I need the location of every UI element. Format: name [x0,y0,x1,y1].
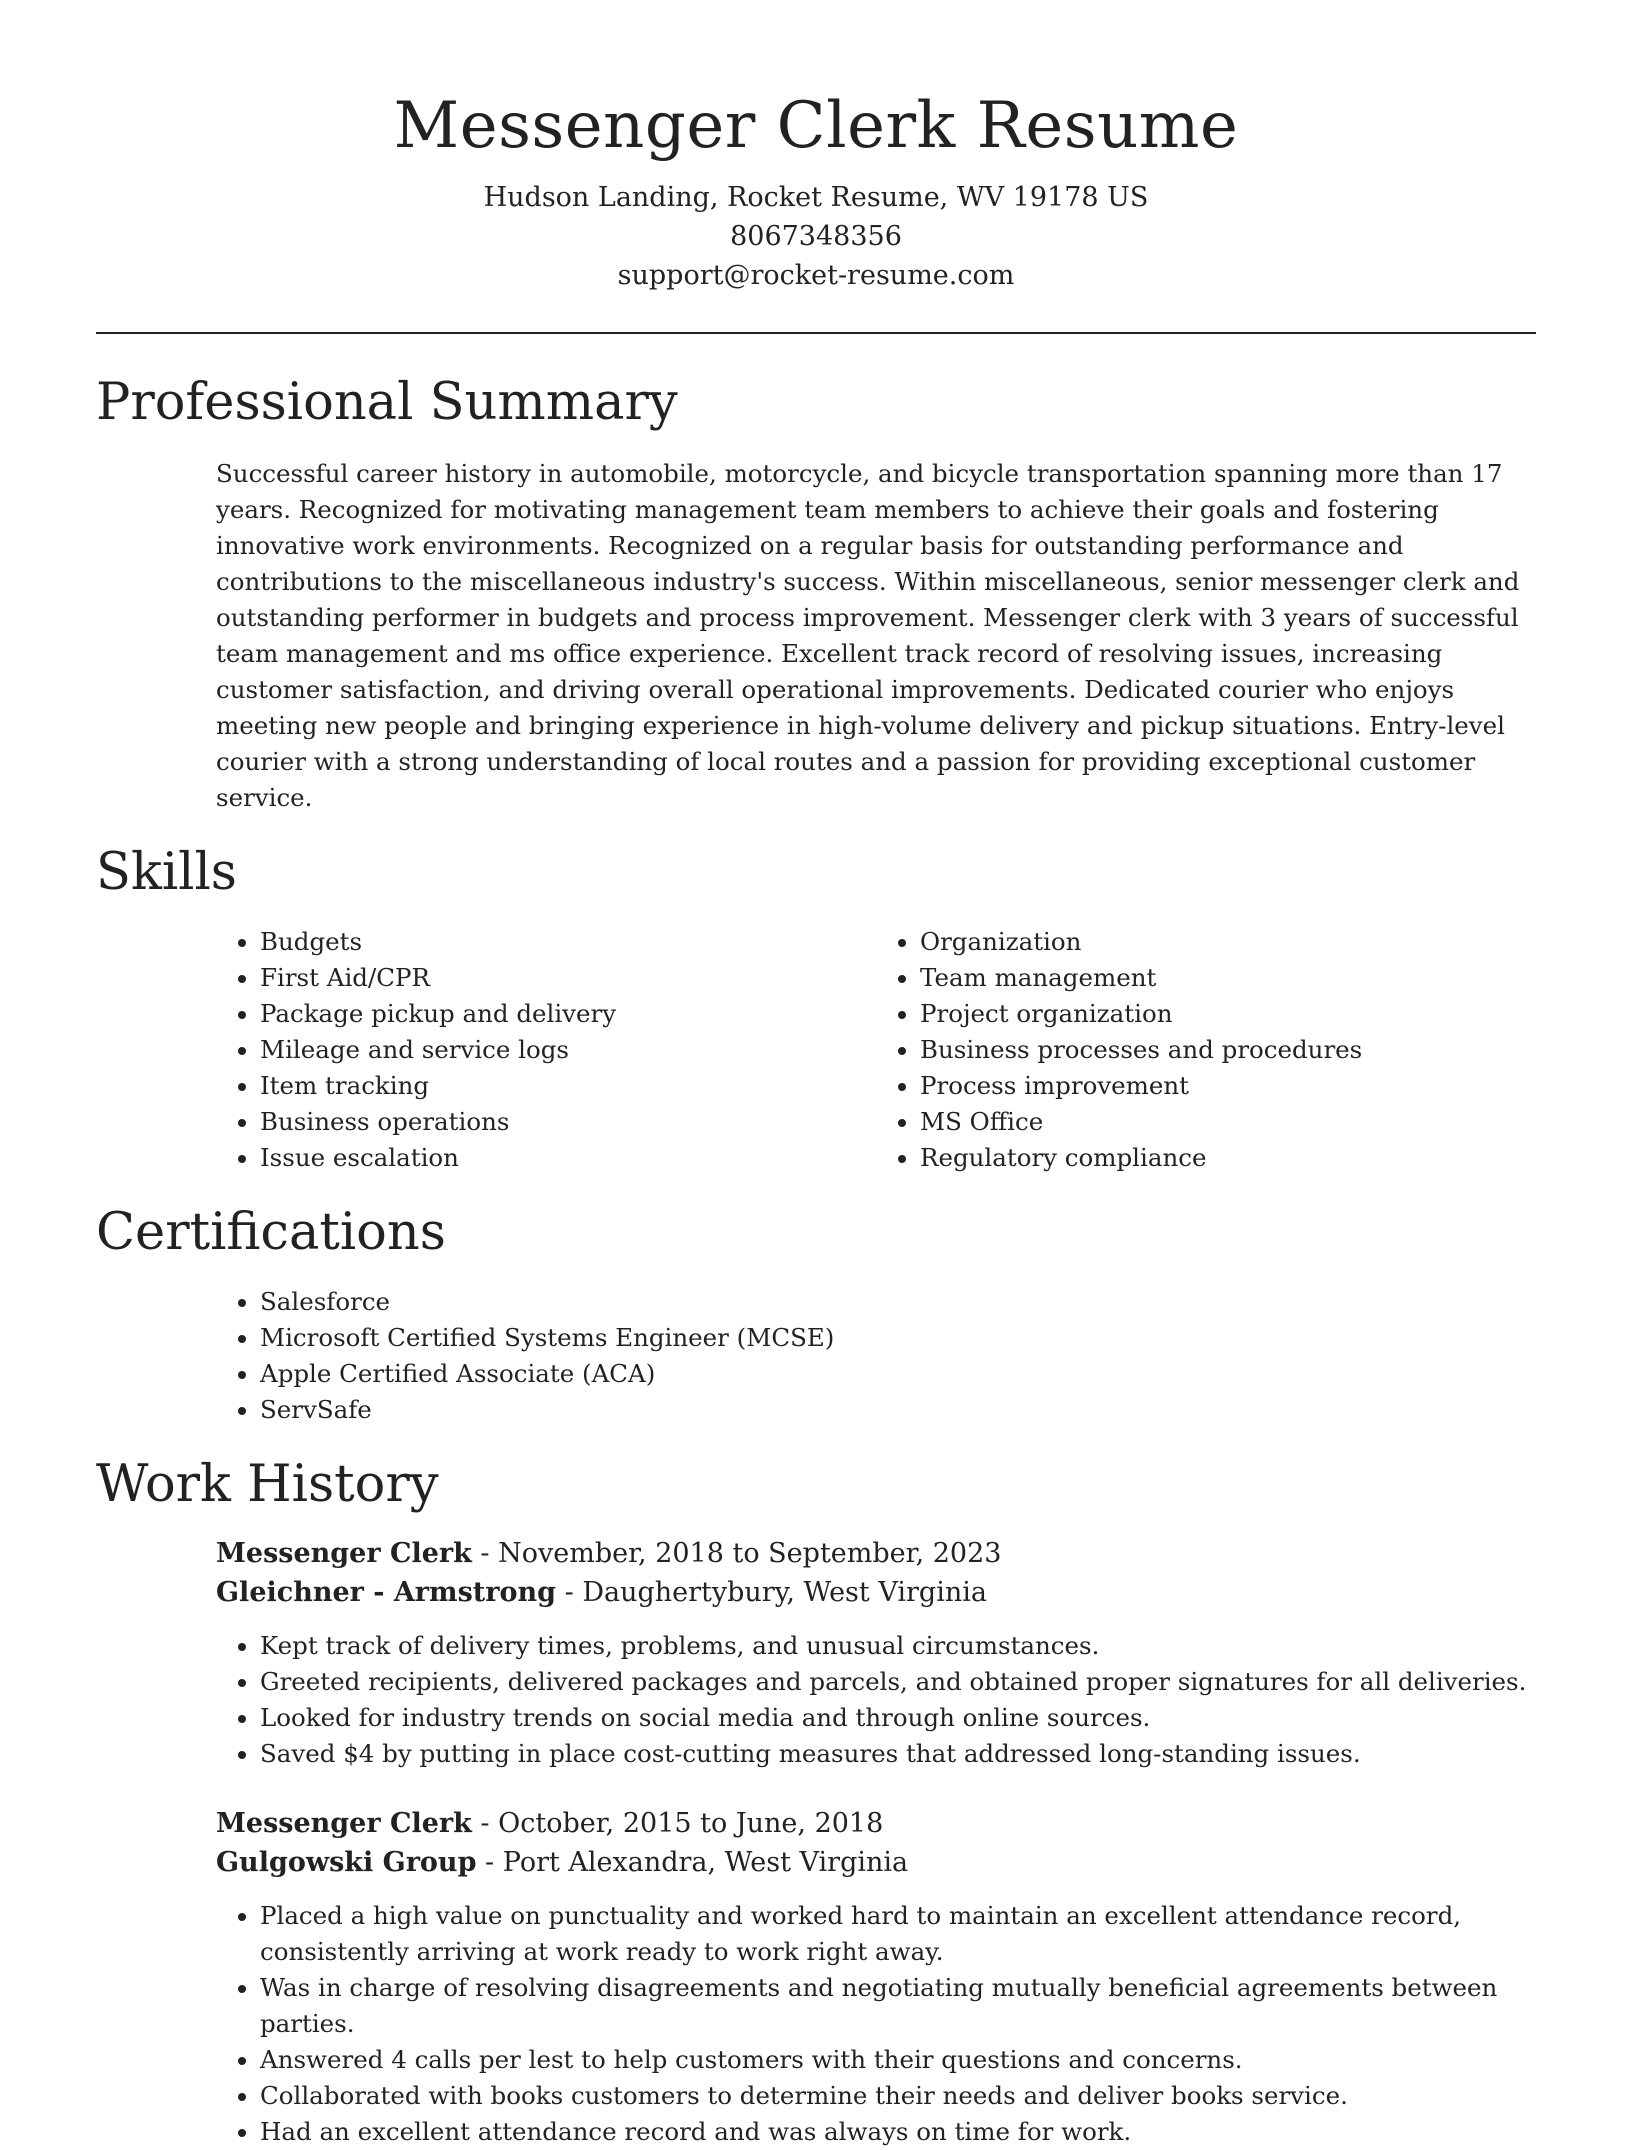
job-duty: • Saved $4 by putting in place cost-cutting measures that addressed long-standing issues. [260,1736,1536,1772]
contact-address: Hudson Landing, Rocket Resume, WV 19178 US [483,182,1149,213]
job-company-line [216,1573,1536,1612]
job-company: Gulgowski Group [216,1847,477,1878]
job-duty: • Kept track of delivery times, problems, and unusual circumstances. [260,1628,1536,1664]
job-entry [216,1804,1536,2150]
skill-item: • Item tracking [260,1068,876,1104]
summary-section [96,372,1536,816]
certification-item: • Salesforce [260,1284,1536,1320]
header-divider [96,332,1536,334]
skill-item: • Mileage and service logs [260,1032,876,1068]
skill-item: • Issue escalation [260,1140,876,1176]
skill-item: • MS Office [920,1104,1536,1140]
job-location: - Daughertybury, West Virginia [556,1577,987,1608]
job-duty: • Was in charge of resolving disagreements and negotiating mutually beneficial agreements between parties. [260,1970,1536,2042]
job-entry [216,1534,1536,1772]
resume-page [96,0,1536,2150]
job-dates: - October, 2015 to June, 2018 [471,1808,884,1839]
contact-block [96,178,1536,295]
skill-item: • Budgets [260,924,876,960]
job-duty: • Answered 4 calls per lest to help customers with their questions and concerns. [260,2042,1536,2078]
job-title-line [216,1804,1536,1843]
job-duty: • Placed a high value on punctuality and worked hard to maintain an excellent attendance record, consistently arriving at work ready to work right away. [260,1898,1536,1970]
job-duties-list [216,1628,1536,1772]
certifications-section [96,1202,1536,1428]
job-duty: • Looked for industry trends on social media and through online sources. [260,1700,1536,1736]
skill-item: • Business processes and procedures [920,1032,1536,1068]
job-title-line [216,1534,1536,1573]
job-dates: - November, 2018 to September, 2023 [471,1538,1002,1569]
skills-section [96,842,1536,1176]
job-company-line [216,1843,1536,1882]
skills-list-left [216,924,876,1176]
skills-columns [216,924,1536,1176]
skill-item: • First Aid/CPR [260,960,876,996]
contact-email: support@rocket-resume.com [617,260,1015,291]
certification-item: • ServSafe [260,1392,1536,1428]
job-duties-list [216,1898,1536,2150]
job-location: - Port Alexandra, West Virginia [476,1847,909,1878]
skill-item: • Package pickup and delivery [260,996,876,1032]
skill-item: • Team management [920,960,1536,996]
contact-phone: 8067348356 [730,221,902,252]
job-duty: • Collaborated with books customers to determine their needs and deliver books service. [260,2078,1536,2114]
work-history-section [96,1454,1536,2150]
certification-item: • Microsoft Certified Systems Engineer (MCSE) [260,1320,1536,1356]
certifications-heading: Certifications [96,1203,446,1262]
summary-text: Successful career history in automobile, motorcycle, and bicycle transportation spanning more than 17 years. Recognized for motivating management team members to achieve their goals and fostering innovative work environments. Recognized on a regular basis for outstanding performance and contributions to the miscellaneous industry's success. Within miscellaneous, senior messenger clerk and outstanding performer in budgets and process improvement. Messenger clerk with 3 years of successful team management and ms office experience. Excellent track record of resolving issues, increasing customer satisfaction, and driving overall operational improvements. Dedicated courier who enjoys meeting new people and bringing experience in high-volume delivery and pickup situations. Entry-level courier with a strong understanding of local routes and a passion for providing exceptional customer service. [216,459,1520,812]
work-history-heading: Work History [96,1455,439,1514]
certifications-list [216,1284,1536,1428]
resume-title: Messenger Clerk Resume [393,89,1239,163]
certification-item: • Apple Certified Associate (ACA) [260,1356,1536,1392]
skill-item: • Business operations [260,1104,876,1140]
certifications-body [216,1284,1536,1428]
job-title: Messenger Clerk [216,1808,472,1839]
resume-header [96,0,1536,295]
job-duty: • Greeted recipients, delivered packages and parcels, and obtained proper signatures for all deliveries. [260,1664,1536,1700]
summary-heading: Professional Summary [96,373,678,432]
skill-item: • Process improvement [920,1068,1536,1104]
job-title: Messenger Clerk [216,1538,472,1569]
skills-list-right [876,924,1536,1176]
skill-item: • Project organization [920,996,1536,1032]
skill-item: • Organization [920,924,1536,960]
skill-item: • Regulatory compliance [920,1140,1536,1176]
job-company: Gleichner - Armstrong [216,1577,557,1608]
job-duty: • Had an excellent attendance record and was always on time for work. [260,2114,1536,2150]
skills-heading: Skills [96,843,237,902]
